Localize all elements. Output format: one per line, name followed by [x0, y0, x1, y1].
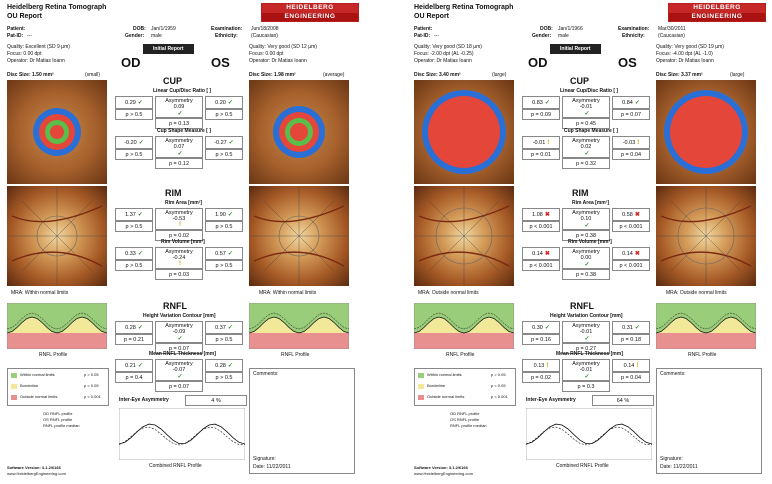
lcdr-asym-p: p = 0.45 — [562, 118, 610, 129]
od-rim-image — [414, 186, 514, 286]
od-heading: OD — [121, 55, 141, 70]
mrt-label: Mean RNFL Thickness [mm] — [149, 351, 216, 357]
hvc-asym-p: p = 0.27 — [562, 343, 610, 354]
rimv-asym-p: p = 0.03 — [155, 269, 203, 280]
os-rnfl-profile-label: RNFL Profile — [688, 352, 717, 358]
csm-os-p: p > 0.5 — [205, 149, 243, 160]
exam-label: Examination: — [618, 26, 650, 32]
ethnicity-label: Ethnicity: — [622, 33, 645, 39]
patid-value: --- — [434, 33, 439, 39]
status-check-icon: ✓ — [177, 335, 183, 342]
gender-label: Gender: — [532, 33, 552, 39]
exam-value: Jun/18/2008 — [251, 26, 279, 32]
legend-borderline: Borderline — [20, 383, 39, 388]
od-disc-size: Disc Size: 1.50 mm² — [7, 72, 54, 78]
status-borderline-icon: ! — [179, 261, 181, 267]
status-check-icon: ✓ — [137, 251, 143, 257]
od-rnfl-profile-chart — [7, 303, 107, 349]
ethnicity-value: (Caucasian) — [658, 33, 685, 39]
os-disc-class: (average) — [323, 72, 345, 78]
status-outside-icon: ✖ — [544, 251, 550, 257]
software-version: Software Version: 3.1.2/6166 — [7, 465, 61, 470]
within-swatch — [418, 373, 424, 378]
combined-rnfl-label: Combined RNFL Profile — [556, 463, 609, 469]
rima-os-p: p > 0.5 — [205, 221, 243, 232]
status-check-icon: ✓ — [137, 363, 143, 369]
od-rnfl-profile-label: RNFL Profile — [446, 352, 475, 358]
outside-swatch — [11, 395, 17, 400]
heidelberg-logo: HEIDELBERG ENGINEERING — [668, 3, 766, 22]
legend-median: RNFL profile median — [43, 423, 80, 428]
signature-label: Signature: — [253, 456, 276, 462]
comments-box — [656, 368, 762, 474]
od-disc-class: (small) — [85, 72, 100, 78]
lcdr-asymmetry: Asymmetry -0.01 ✓ — [562, 96, 610, 118]
hvc-asym-p: p = 0.07 — [155, 343, 203, 354]
hvc-os-value: 0.31 ✓ — [612, 321, 650, 334]
ethnicity-label: Ethnicity: — [215, 33, 238, 39]
rimv-os-p: p > 0.5 — [205, 260, 243, 271]
status-borderline-icon: ! — [179, 222, 181, 228]
status-check-icon: ✓ — [227, 363, 233, 369]
rimv-asymmetry: Asymmetry -0.24 ! — [155, 247, 203, 269]
rima-asym-p: p = 0.02 — [155, 230, 203, 241]
csm-od-value: -0.01 ! — [522, 136, 560, 149]
status-borderline-icon: ! — [546, 362, 549, 369]
patient-label: Patient: — [414, 26, 433, 32]
hvc-os-value: 0.37 ✓ — [205, 321, 243, 334]
mrt-label: Mean RNFL Thickness [mm] — [556, 351, 623, 357]
od-disc-size: Disc Size: 3.40 mm² — [414, 72, 461, 78]
legend-outside: Outside normal limits — [20, 394, 58, 399]
status-check-icon: ✓ — [137, 212, 143, 218]
status-check-icon: ✓ — [177, 110, 183, 117]
od-rnfl-profile-chart — [414, 303, 514, 349]
website: www.HeidelbergEngineering.com — [7, 471, 66, 476]
os-operator: Operator: Dr Matias Ioann — [656, 58, 714, 64]
report-right — [410, 0, 770, 484]
os-rim-image — [656, 186, 756, 286]
status-check-icon: ✓ — [177, 373, 183, 380]
os-cup-image — [656, 80, 756, 184]
lcdr-od-value: 0.83 ✓ — [522, 96, 560, 109]
lcdr-od-p: p = 0.09 — [522, 109, 560, 120]
status-check-icon: ✓ — [584, 373, 590, 380]
os-heading: OS — [618, 55, 637, 70]
hvc-os-p: p > 0.5 — [205, 334, 243, 345]
status-check-icon: ✓ — [227, 325, 233, 331]
legend-os-profile: OS RNFL profile — [450, 417, 480, 422]
status-check-icon: ✓ — [584, 222, 590, 229]
status-outside-icon: ✖ — [634, 212, 640, 218]
patient-label: Patient: — [7, 26, 26, 32]
od-mra: MRA: Outside normal limits — [418, 290, 479, 296]
status-check-icon: ✓ — [137, 325, 143, 331]
legend-os-profile: OS RNFL profile — [43, 417, 73, 422]
status-check-icon: ✓ — [227, 212, 233, 218]
od-disc-class: (large) — [492, 72, 507, 78]
signature-label: Signature: — [660, 456, 683, 462]
os-quality: Quality: Very good (SD 19 µm) — [656, 44, 724, 50]
within-swatch — [11, 373, 17, 378]
hvc-label: Height Variation Contour [mm] — [550, 313, 623, 319]
mrt-od-value: 0.21 ✓ — [115, 359, 153, 372]
status-check-icon: ✓ — [544, 100, 550, 106]
dob-value: Jan/1/1966 — [558, 26, 583, 32]
comments-label: Comments: — [660, 371, 686, 377]
status-check-icon: ✓ — [137, 100, 143, 106]
hvc-od-value: 0.30 ✓ — [522, 321, 560, 334]
os-focus: Focus: 0.00 dpt — [249, 51, 284, 57]
rima-os-p: p < 0.001 — [612, 221, 650, 232]
borderline-swatch — [11, 384, 17, 389]
csm-os-p: p = 0.04 — [612, 149, 650, 160]
rim-heading: RIM — [165, 188, 182, 198]
mrt-os-p: p > 0.5 — [205, 372, 243, 383]
csm-asym-p: p = 0.32 — [562, 158, 610, 169]
csm-od-value: -0.20 ✓ — [115, 136, 153, 149]
rim-area-label: Rim Area [mm²] — [165, 200, 203, 206]
combined-rnfl-label: Combined RNFL Profile — [149, 463, 202, 469]
legend-od-profile: OD RNFL profile — [450, 411, 480, 416]
mrt-asym-p: p = 0.3 — [562, 381, 610, 392]
mrt-os-value: 0.28 ✓ — [205, 359, 243, 372]
hvc-label: Height Variation Contour [mm] — [143, 313, 216, 319]
os-cup-image — [249, 80, 349, 184]
mrt-od-p: p = 0.02 — [522, 372, 560, 383]
lcdr-os-value: 0.84 ✓ — [612, 96, 650, 109]
exam-label: Examination: — [211, 26, 243, 32]
csm-asymmetry: Asymmetry 0.02 ✓ — [562, 136, 610, 158]
od-heading: OD — [528, 55, 548, 70]
lcdr-label: Linear Cup/Disc Ratio [ ] — [560, 88, 619, 94]
mrt-od-p: p = 0.4 — [115, 372, 153, 383]
status-outside-icon: ✖ — [544, 212, 550, 218]
legend-borderline-p: p < 0.05 — [84, 383, 99, 388]
rim-volume-label: Rim Volume [mm³] — [161, 239, 205, 245]
csm-label: Cup Shape Measure [ ] — [564, 128, 618, 134]
csm-od-p: p > 0.5 — [115, 149, 153, 160]
date-label: Date: 11/22/2011 — [253, 464, 291, 470]
rima-os-value: 0.58 ✖ — [612, 208, 650, 221]
rimv-od-p: p < 0.001 — [522, 260, 560, 271]
os-heading: OS — [211, 55, 230, 70]
rima-od-p: p > 0.5 — [115, 221, 153, 232]
lcdr-asymmetry: Asymmetry 0.09 ✓ — [155, 96, 203, 118]
os-mra: MRA: Within normal limits — [259, 290, 317, 296]
status-check-icon: ✓ — [634, 100, 640, 106]
website: www.HeidelbergEngineering.com — [414, 471, 473, 476]
comments-label: Comments: — [253, 371, 279, 377]
status-check-icon: ✓ — [584, 261, 590, 268]
status-borderline-icon: ! — [547, 139, 550, 146]
rnfl-heading: RNFL — [570, 301, 594, 311]
rima-od-value: 1.37 ✓ — [115, 208, 153, 221]
iea-value: 4 % — [185, 395, 247, 406]
rima-od-value: 1.08 ✖ — [522, 208, 560, 221]
mrt-os-value: 0.14 ! — [612, 359, 650, 372]
status-check-icon: ✓ — [228, 140, 234, 146]
od-cup-image — [7, 80, 107, 184]
hvc-od-p: p = 0.16 — [522, 334, 560, 345]
cup-heading: CUP — [570, 76, 590, 86]
legend-borderline: Borderline — [427, 383, 446, 388]
csm-label: Cup Shape Measure [ ] — [157, 128, 211, 134]
status-check-icon: ✓ — [227, 251, 233, 257]
legend-box — [414, 368, 516, 406]
csm-os-value: -0.27 ✓ — [205, 136, 243, 149]
rim-heading: RIM — [572, 188, 589, 198]
rima-asymmetry: Asymmetry -0.53 ! — [155, 208, 203, 230]
legend-borderline-p: p < 0.05 — [491, 383, 506, 388]
status-borderline-icon: ! — [637, 139, 640, 146]
heidelberg-logo: HEIDELBERG ENGINEERING — [261, 3, 359, 22]
gender-value: male — [151, 33, 162, 39]
hvc-od-value: 0.28 ✓ — [115, 321, 153, 334]
ethnicity-value: (Caucasian) — [251, 33, 278, 39]
report-title: Heidelberg Retina Tomograph — [414, 4, 514, 11]
rim-volume-label: Rim Volume [mm³] — [568, 239, 612, 245]
hvc-asymmetry: Asymmetry -0.09 ✓ — [155, 321, 203, 343]
outside-swatch — [418, 395, 424, 400]
borderline-swatch — [418, 384, 424, 389]
gender-label: Gender: — [125, 33, 145, 39]
legend-outside-p: p < 0.001 — [491, 394, 508, 399]
iea-label: Inter-Eye Asymmetry — [119, 397, 169, 403]
lcdr-od-value: 0.29 ✓ — [115, 96, 153, 109]
report-title: Heidelberg Retina Tomograph — [7, 4, 107, 11]
rima-od-p: p < 0.001 — [522, 221, 560, 232]
mrt-asymmetry: Asymmetry -0.07 ✓ — [155, 359, 203, 381]
dob-label: DOB: — [133, 26, 146, 32]
exam-value: Mar/30/2011 — [658, 26, 686, 32]
rimv-os-value: 0.57 ✓ — [205, 247, 243, 260]
report-subtitle: OU Report — [7, 13, 42, 20]
mrt-os-p: p = 0.04 — [612, 372, 650, 383]
od-operator: Operator: Dr Matias Ioann — [7, 58, 65, 64]
os-disc-size: Disc Size: 1.98 mm² — [249, 72, 296, 78]
status-borderline-icon: ! — [636, 362, 639, 369]
status-check-icon: ✓ — [634, 325, 640, 331]
rnfl-heading: RNFL — [163, 301, 187, 311]
os-rnfl-profile-chart — [656, 303, 756, 349]
lcdr-os-p: p = 0.07 — [612, 109, 650, 120]
mrt-asymmetry: Asymmetry -0.01 ✓ — [562, 359, 610, 381]
dob-value: Jan/1/1959 — [151, 26, 176, 32]
os-disc-class: (large) — [730, 72, 745, 78]
date-label: Date: 11/22/2011 — [660, 464, 698, 470]
rimv-asym-p: p = 0.38 — [562, 269, 610, 280]
lcdr-label: Linear Cup/Disc Ratio [ ] — [153, 88, 212, 94]
hvc-asymmetry: Asymmetry -0.01 ✓ — [562, 321, 610, 343]
legend-outside-p: p < 0.001 — [84, 394, 101, 399]
rima-os-value: 1.90 ✓ — [205, 208, 243, 221]
os-disc-size: Disc Size: 3.37 mm² — [656, 72, 703, 78]
status-check-icon: ✓ — [584, 110, 590, 117]
software-version: Software Version: 3.1.2/6166 — [414, 465, 468, 470]
od-rnfl-profile-label: RNFL Profile — [39, 352, 68, 358]
legend-within-p: p > 0.05 — [491, 372, 506, 377]
legend-within-p: p > 0.05 — [84, 372, 99, 377]
combined-rnfl-chart — [119, 408, 245, 460]
csm-os-value: -0.03 ! — [612, 136, 650, 149]
legend-within: Within normal limits — [427, 372, 462, 377]
status-check-icon: ✓ — [584, 335, 590, 342]
od-rim-image — [7, 186, 107, 286]
status-check-icon: ✓ — [138, 140, 144, 146]
legend-box — [7, 368, 109, 406]
status-check-icon: ✓ — [584, 150, 590, 157]
status-outside-icon: ✖ — [634, 251, 640, 257]
rima-asymmetry: Asymmetry 0.10 ✓ — [562, 208, 610, 230]
hvc-os-p: p = 0.18 — [612, 334, 650, 345]
rimv-od-value: 0.14 ✖ — [522, 247, 560, 260]
initial-report-tag: Initial Report — [550, 44, 601, 54]
rimv-od-p: p > 0.5 — [115, 260, 153, 271]
rima-asym-p: p = 0.38 — [562, 230, 610, 241]
od-operator: Operator: Dr Matias Ioann — [414, 58, 472, 64]
dob-label: DOB: — [540, 26, 553, 32]
patid-label: Pat-ID: — [414, 33, 431, 39]
od-mra: MRA: Within normal limits — [11, 290, 69, 296]
lcdr-os-value: 0.20 ✓ — [205, 96, 243, 109]
iea-value: 64 % — [592, 395, 654, 406]
gender-value: male — [558, 33, 569, 39]
od-quality: Quality: Very good (SD 18 µm) — [414, 44, 482, 50]
rimv-od-value: 0.33 ✓ — [115, 247, 153, 260]
patid-label: Pat-ID: — [7, 33, 24, 39]
status-check-icon: ✓ — [227, 100, 233, 106]
csm-od-p: p = 0.01 — [522, 149, 560, 160]
iea-label: Inter-Eye Asymmetry — [526, 397, 576, 403]
os-focus: Focus: -4.00 dpt (AL -1.0) — [656, 51, 713, 57]
lcdr-os-p: p > 0.5 — [205, 109, 243, 120]
os-rnfl-profile-label: RNFL Profile — [281, 352, 310, 358]
status-check-icon: ✓ — [177, 150, 183, 157]
csm-asymmetry: Asymmetry 0.07 ✓ — [155, 136, 203, 158]
rim-area-label: Rim Area [mm²] — [572, 200, 610, 206]
status-check-icon: ✓ — [544, 325, 550, 331]
lcdr-od-p: p > 0.5 — [115, 109, 153, 120]
lcdr-asym-p: p = 0.13 — [155, 118, 203, 129]
os-operator: Operator: Dr Matias Ioann — [249, 58, 307, 64]
os-rnfl-profile-chart — [249, 303, 349, 349]
cup-heading: CUP — [163, 76, 183, 86]
initial-report-tag: Initial Report — [143, 44, 194, 54]
report-subtitle: OU Report — [414, 13, 449, 20]
legend-od-profile: OD RNFL profile — [43, 411, 73, 416]
hvc-od-p: p = 0.21 — [115, 334, 153, 345]
os-quality: Quality: Very good (SD 12 µm) — [249, 44, 317, 50]
mrt-asym-p: p = 0.07 — [155, 381, 203, 392]
od-focus: Focus: 0.00 dpt — [7, 51, 42, 57]
od-cup-image — [414, 80, 514, 184]
rimv-asymmetry: Asymmetry 0.00 ✓ — [562, 247, 610, 269]
comments-box — [249, 368, 355, 474]
os-mra: MRA: Outside normal limits — [666, 290, 727, 296]
legend-outside: Outside normal limits — [427, 394, 465, 399]
csm-asym-p: p = 0.12 — [155, 158, 203, 169]
od-focus: Focus: -2.00 dpt (AL -0.25) — [414, 51, 474, 57]
legend-within: Within normal limits — [20, 372, 55, 377]
combined-rnfl-chart — [526, 408, 652, 460]
od-quality: Quality: Excellent (SD 9 µm) — [7, 44, 70, 50]
rimv-os-p: p < 0.001 — [612, 260, 650, 271]
rimv-os-value: 0.14 ✖ — [612, 247, 650, 260]
legend-median: RNFL profile median — [450, 423, 487, 428]
os-rim-image — [249, 186, 349, 286]
report-left — [3, 0, 363, 484]
mrt-od-value: 0.13 ! — [522, 359, 560, 372]
patid-value: --- — [27, 33, 32, 39]
